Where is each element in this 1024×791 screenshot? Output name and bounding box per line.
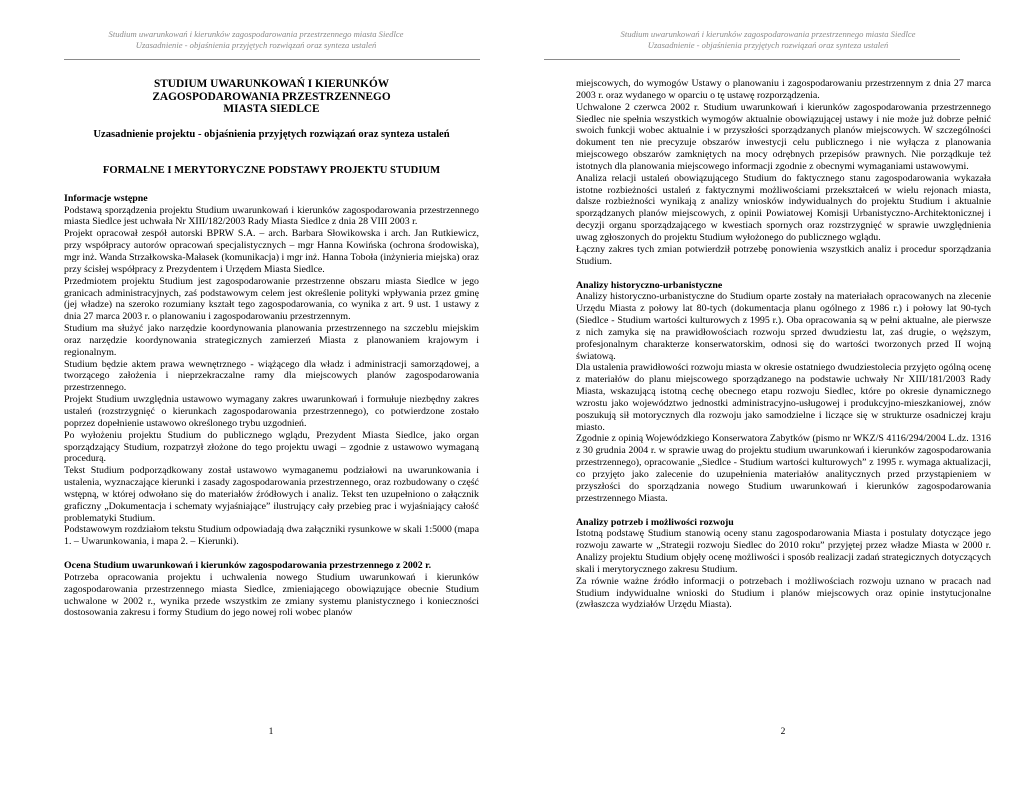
document-subtitle: Uzasadnienie projektu - objaśnienia przyjętych rozwiązań oraz synteza ustaleń <box>93 128 450 140</box>
heading-informacje-wstepne: Informacje wstępne <box>64 192 148 204</box>
heading-ocena-studium: Ocena Studium uwarunkowań i kierunków zagospodarowania przestrzennego z 2002 r. <box>64 560 432 572</box>
paragraph: Przedmiotem projektu Studium jest zagospodarowanie przestrzenne obszaru miasta Siedlce w jego granicach administracyjnych, zaś podstawowym celem jest określenie polityki wpływania przez gminę (jej władze) na szeroko rozumiany kształt tego zagospodarowania, co wynika z art. 9 ust. 1 ustawy z dnia 27 marca 2003 r. o planowaniu i zagospodarowaniu przestrzennym. <box>64 275 479 323</box>
paragraph: Projekt opracował zespół autorski BPRW S.A. – arch. Barbara Słowikowska i arch. Jan Rutkiewicz, przy współpracy autorów opracowań specjalistycznych – mgr Hanna Kowińska (ochrona środowiska), mgr inż. Wanda Strzałkowska-Małasek (komunikacja) i mgr inż. Hanna Toboła (inżynieria miejska) oraz przy ścisłej współpracy z Prezydentem i Urzędem Miasta Siedlce. <box>64 228 479 275</box>
header-rule <box>64 59 480 60</box>
paragraph: Istotną podstawę Studium stanowią oceny stanu zagospodarowania Miasta i postulaty dotyczące jego rozwoju zawarte w „Strategii rozwoju Siedlec do 2010 roku” przyjętej przez władze Miasta w 2000 r. Analizy projektu Studium objęły ocenę możliwości i sposób realizacji zadań strategicznych dotyczących skali i merytorycznego zakresu Studium. <box>576 528 991 575</box>
document-title <box>64 78 479 116</box>
paragraph: Potrzeba opracowania projektu i uchwalenia nowego Studium uwarunkowań i kierunków zagospodarowania przestrzennego miasta Siedlce, zmieniającego obowiązujące obecnie Studium uchwalone w 2002 r., wynika przede wszystkim ze zmiany systemu planistycznego i konieczności dostosowania zakresu i formy Studium do jego nowej roli wobec planów <box>64 571 479 619</box>
title-line: MIASTA SIEDLCE <box>223 103 320 116</box>
heading-analizy-potrzeb: Analizy potrzeb i możliwości rozwoju <box>576 516 734 528</box>
page-number: 1 <box>268 727 274 737</box>
header-rule <box>544 59 960 60</box>
page-1-body <box>64 78 479 619</box>
running-header <box>0 29 512 51</box>
paragraph: Analiza relacji ustaleń obowiązującego Studium do faktycznego stanu zagospodarowania wykazała istotne rozbieżności ustaleń z faktycznymi możliwościami przekształceń w wielu rejonach miasta, dalsze rozbieżności wynikają z analizy wniosków indywidualnych do projektu Studium i aktualnie sporządzanych planów miejscowych, z opinii Powiatowej Komisji Urbanistyczno-Architektonicznej i decyzji organu sporządzającego w kwestiach spornych oraz rozstrzygnięć w sprawie uwzględnienia uwag zgłoszonych do projektu Studium wyłożonego do publicznego wglądu. <box>576 172 991 243</box>
paragraph: Uchwalone 2 czerwca 2002 r. Studium uwarunkowań i kierunków zagospodarowania przestrzennego Siedlec nie spełnia wszystkich wymogów aktualnie obowiązującej ustawy i nie może już dobrze pełnić swoich funkcji wobec aktualnie i w przyszłości sporządzanych planów miejscowych. W szczególności dokument ten nie precyzuje obszarów inwestycji celu publicznego i nie wyłącza z planowania miejscowego obszarów zamkniętych na mocy odrębnych przepisów prawnych. Nie porządkuje też istotnych dla planowania miejscowego informacji zgodnie z obecnymi wymaganiami ustawowymi. <box>576 101 991 172</box>
paragraph: Podstawowym rozdziałom tekstu Studium odpowiadają dwa załączniki rysunkowe w skali 1:5000 (mapa 1. – Uwarunkowania, i mapa 2. – Kierunki). <box>64 524 479 548</box>
page-2-body <box>576 78 991 611</box>
paragraph: Projekt Studium uwzględnia ustawowo wymagany zakres uwarunkowań i formułuje niezbędny zakres ustaleń (rozstrzygnięć o kierunkach zagospodarowania przestrzennego), co potwierdzone zostało poprzez dopełnienie ustawowo określonego trybu uzgodnień. <box>64 394 479 429</box>
header-line-2: Uzasadnienie - objaśnienia przyjętych rozwiązań oraz synteza ustaleń <box>647 40 889 50</box>
paragraph: Zgodnie z opinią Wojewódzkiego Konserwatora Zabytków (pismo nr WKZ/S 4116/294/2004 L.dz. 1316 z 30 grudnia 2004 r. w sprawie uwag do projektu studium uwarunkowań i kierunków zagospodarowania przestrzennego), opracowanie „Siedlce - Studium wartości kulturowych” z 1995 r. wymaga aktualizacji, co przyjęto jako zalecenie do uzupełnienia materiałów analitycznych przed przystąpieniem w przyszłości do sporządzania nowego Studium uwarunkowań i kierunków zagospodarowania przestrzennego Miasta. <box>576 433 991 504</box>
paragraph: Po wyłożeniu projektu Studium do publicznego wglądu, Prezydent Miasta Siedlce, jako organ sporządzający Studium, rozpatrzył złożone do tego projektu uwagi – zgodnie z ustawowo wymaganą procedurą. <box>64 429 479 465</box>
paragraph: Dla ustalenia prawidłowości rozwoju miasta w okresie ostatniego dwudziestolecia przyjęto ogólną ocenę z materiałów do planu miejscowego sporządzanego na podstawie uchwały Nr XIII/181/2003 Rady Miasta, wskazującą istotną cechę obecnego etapu rozwoju Siedlec, które po okresie dynamicznego wzrostu jako województwo jednostki administracyjno-usługowej i produkcyjno-mieszkaniowej, znów poszukują sił motorycznych dla rozwoju jako samodzielne i liczące się w strukturze osadniczej kraju miasto. <box>576 362 991 433</box>
document-page-2 <box>512 0 1024 791</box>
header-line-2: Uzasadnienie - objaśnienia przyjętych rozwiązań oraz synteza ustaleń <box>135 40 377 50</box>
section-title: FORMALNE I MERYTORYCZNE PODSTAWY PROJEKTU STUDIUM <box>102 164 441 176</box>
heading-analizy-historyczne: Analizy historyczno-urbanistyczne <box>576 279 723 291</box>
title-line: ZAGOSPODAROWANIA PRZESTRZENNEGO <box>152 90 391 103</box>
paragraph: Studium będzie aktem prawa wewnętrznego - wiążącego dla władz i administracji samorządowej, a tworzącego założenia i nieprzekraczalne ramy dla miejscowych planów zagospodarowania przestrzennego. <box>64 358 479 394</box>
paragraph: miejscowych, do wymogów Ustawy o planowaniu i zagospodarowaniu przestrzennym z dnia 27 marca 2003 r. oraz wydanego w oparciu o tę ustawę rozporządzenia. <box>576 78 991 101</box>
paragraph: Studium ma służyć jako narzędzie koordynowania planowania przestrzennego na szczeblu miejskim oraz narzędzie koordynowania strategicznych zamierzeń Miasta z planowaniem krajowym i regionalnym. <box>64 323 479 358</box>
paragraph: Tekst Studium podporządkowany został ustawowo wymaganemu podziałowi na uwarunkowania i ustalenia, wyznaczające kierunki i zasady zagospodarowania przestrzennego, oraz rozbudowany o część wstępną, w której odwołano się do materiałów źródłowych i analiz. Tekst ten uzupełniono o załącznik graficzny „Dokumentacja i schematy wyjaśniające” ilustrujący cały przebieg prac i wyjaśniający całość problematyki Studium. <box>64 465 479 524</box>
paragraph: Za równie ważne źródło informacji o potrzebach i możliwościach rozwoju uznano w pracach nad Studium indywidualne wnioski do Studium i planów miejscowych oraz opinie instytucjonalne (zwłaszcza wydziałów Urzędu Miasta). <box>576 575 991 611</box>
paragraph: Podstawą sporządzenia projektu Studium uwarunkowań i kierunków zagospodarowania przestrzennego miasta Siedlce jest uchwała Nr XIII/182/2003 Rady Miasta Siedlce z dnia 28 VIII 2003 r. <box>64 204 479 228</box>
page-number: 2 <box>780 727 786 737</box>
paragraph: Analizy historyczno-urbanistyczne do Studium oparte zostały na materiałach opracowanych na zlecenie Urzędu Miasta z połowy lat 80-tych (dokumentacja planu ogólnego z 1986 r.) i połowy lat 90-tych (Siedlce - Studium wartości kulturowych z 1995 r.). Oba opracowania są w pełni aktualne, ale pierwsze z nich zamyka się na prawidłowościach rozwoju sprzed dwudziestu lat, zaś drugie, o węższym, profesjonalnym charakterze konserwatorskim, odnosi się do wartości tworzonych przed II wojną światową. <box>576 291 991 362</box>
header-line-1: Studium uwarunkowań i kierunków zagospodarowania przestrzennego miasta Siedlce <box>620 29 916 39</box>
running-header <box>512 29 1024 51</box>
title-line: STUDIUM UWARUNKOWAŃ I KIERUNKÓW <box>153 78 390 90</box>
paragraph: Łączny zakres tych zmian potwierdził potrzebę ponowienia wszystkich analiz i procedur sporządzania Studium. <box>576 243 991 267</box>
header-line-1: Studium uwarunkowań i kierunków zagospodarowania przestrzennego miasta Siedlce <box>108 29 404 39</box>
